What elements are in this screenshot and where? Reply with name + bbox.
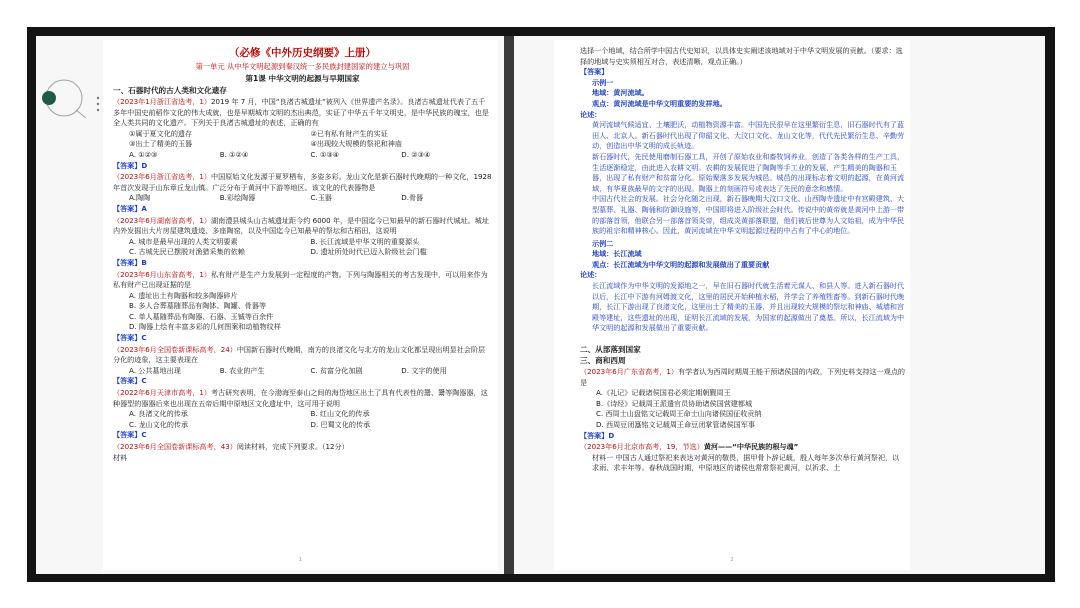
- example-region: 地域：长江流域: [592, 249, 642, 259]
- question-items: [113, 129, 492, 150]
- option-d: D.骨器: [401, 193, 424, 203]
- question-5: [113, 345, 492, 366]
- option-a: A. 公共墓地出现: [129, 365, 181, 375]
- option-a: A. 遗址出土有陶器和较多陶器碎片: [129, 290, 238, 300]
- example-view: 观点：长江流域为中华文明的起源和发展做出了重要贡献: [592, 259, 770, 269]
- question-source: （2023年1月浙江省选考，1）: [113, 97, 212, 106]
- argument-paragraph: 新石器时代，先民使用磨制石器工具，开创了原始农业和畜牧饲养业，创造了各类各样的生产工具，生活逐渐稳定，由此进入农耕文明。农耕的发展促进了陶陶等手工业的发展，产生精美的陶器和玉器，出现了私有财产和贫富分化。原始聚落多发展为城邑。城邑的出现标志着文明的起源，在黄河流域，有华夏族最早的文字的出现。陶器上的刻画符号或表达了先民的意念和感情。: [592, 151, 905, 193]
- question-text: 阅读材料，完成下列要求。（12分）: [236, 442, 349, 451]
- option-a: A. 城市是最早出现的人类文明要素: [129, 236, 238, 246]
- question-2: [113, 172, 492, 193]
- magnifier-icon[interactable]: [36, 68, 86, 118]
- option-d: D. 巴蜀文化的传承: [310, 419, 371, 429]
- statement-item: ④出现较大规模的祭祀和神庙: [310, 139, 402, 149]
- document-page-left: [103, 40, 498, 570]
- argument-paragraph: 长江流域作为中华文明的发源地之一，早在旧石器时代就生活着元谋人、和县人等。进入新石器时代以后，长江中下游有河姆渡文化，这里的居民开始种植水稻，并学会了养殖牲畜等。到新石器时代晚期，长江下游出现了良渚文化，这里出土了精美的玉器，并且出现较大规模的祭坛和神庙、城墙和宫殿等建址，这些遗址的出现，证明长江流域的发展，为国家的起源做出了奠基。所以，长江流域为中华文明的起源和发展做出了重要贡献。: [592, 281, 905, 333]
- option-b: B. 农业的产生: [219, 365, 265, 375]
- question-options: [113, 409, 492, 430]
- question-3: [113, 216, 492, 237]
- option-d: D. 遗址所处时代已迈入阶级社会门槛: [310, 247, 427, 257]
- question-text: 中国新石器时代晚期，南方的良渚文化与北方的龙山文化都呈现出明显社会阶层分化的迹象，这主要表现在: [113, 344, 486, 365]
- option-b: B. ①②④: [219, 149, 249, 159]
- answer-label: 【答案】A: [113, 203, 147, 213]
- question-text: 2019 年 7 月，中国“良渚古城遗址”被列入《世界遗产名录》。良渚古城遗址代表了五千多年中国史前稻作文化的伟大成就，也是早期城市文明的杰出典范，实证了中华五千年文明史，是中华民族的瑰宝，也是全人类共同的文化遗产。下列关于良渚古城遗址的表述，正确的有: [113, 97, 489, 128]
- question-source: （2022年6月天津市高考，1）: [113, 388, 212, 398]
- statement-item: ①属于夏文化的遗存: [129, 128, 193, 138]
- question-4: [113, 270, 492, 291]
- section-heading: 二、从部落到国家: [580, 345, 641, 355]
- argument-label: 论述：: [580, 270, 602, 280]
- option-a: A.《礼记》记载诸侯国君必须定期朝觐周王: [596, 388, 731, 398]
- question-source: （2023年6月湖南省高考，1）: [113, 215, 212, 225]
- example-view: 观点：黄河流域是中华文明重要的发祥地。: [592, 98, 727, 108]
- answer-label: 【答案】C: [113, 376, 147, 386]
- option-c: C. 贫富分化加剧: [310, 365, 363, 375]
- question-source: （2023年6月浙江省选考，1）: [113, 172, 212, 182]
- more-options-icon[interactable]: [96, 96, 100, 112]
- argument-paragraph: 中国古代社会的发展。社会分化随之出现，新石器晚期大汶口文化、山西陶寺遗址中有宫殿建筑、大型墓葬、礼器、陶俑和防御设施等，中国即将进入阶级社会时代。传说中的黄帝就是黄河中上游一带的部落首领，他联合另一部落首领炎帝，组成炎黄部落联盟，他们被后世尊为人文始祖，成为中华民族的祖宗和精神核心。因此，黄河流域在中华文明起源过程的中占有了中心的地位。: [592, 194, 905, 236]
- option-d: D. ②③④: [401, 149, 431, 159]
- answer-label: 【答案】B: [113, 257, 147, 267]
- option-d: D. 西周豆闭簋铭文记载周王命豆闭掌管诸侯国军事: [596, 420, 755, 429]
- option-d: D. 文字的使用: [401, 365, 447, 375]
- option-c: C. 单人墓随葬品有陶器、石器、玉铖等百余件: [129, 311, 274, 321]
- question-8: [580, 367, 906, 388]
- page-number: 1: [298, 557, 303, 564]
- question-text: 私有财产是生产力发展到一定程度的产物。下列与陶器相关的考古发现中，可以用来作为私有财产已出现证据的是: [113, 269, 488, 290]
- question-options: [113, 193, 492, 204]
- question-options: [113, 291, 492, 333]
- example-region: 地域：黄河流域。: [592, 88, 649, 98]
- question-text: 考古研究表明，在今渤海至泰山之间的海岱地区出土了具有代表性的鬶、鬹等陶器器，这种器型的器器后来也出现在五帝后期中原地区文化遗址中，这可用于说明: [113, 388, 488, 408]
- question-source: （2023年6月全国卷新课标高考，24）: [113, 344, 237, 354]
- question-text: 有学者认为西周时期周王能干预诸侯国的内政，下列史料支持这一观点的是: [580, 367, 906, 387]
- answer-label: 【答案】C: [113, 333, 147, 343]
- option-a: A. 良渚文化的传承: [129, 409, 188, 419]
- question-1: [113, 97, 492, 129]
- section-heading: 三、商和西周: [580, 356, 626, 366]
- option-c: C. ①③④: [310, 149, 340, 159]
- question-6: [113, 388, 492, 409]
- option-c: C. 西周士山盘铭文记载周王命士山向诸侯国征收贡纳: [596, 409, 762, 419]
- section-heading: 一、石器时代的古人类和文化遗存: [113, 86, 227, 95]
- example-label: 示例二: [592, 238, 614, 248]
- option-b: B. 红山文化的传承: [310, 409, 370, 419]
- option-b: B.彩绘陶器: [219, 193, 256, 203]
- question-source: （2023年6月山东省高考，1）: [113, 269, 212, 279]
- material-label: 材料: [113, 452, 128, 462]
- document-page-right: [554, 40, 910, 570]
- answer-label: 【答案】: [580, 67, 609, 77]
- page-number: 2: [730, 557, 734, 564]
- question-options: [113, 366, 492, 377]
- option-d: D. 陶器上绘有丰富多彩的几何图案和动植物纹样: [129, 322, 281, 332]
- answer-label: 【答案】D: [580, 430, 615, 440]
- material-text: 材料一 中国古人通过祭祀来表达对黄河的敬畏，据甲骨卜辞记载，殷人每年多次举行黄河祭祀，以求雨、求丰年等。春秋战国时期，中原地区的诸侯也常常祭祀黄河，以祈求、土: [592, 452, 900, 473]
- statement-item: ③出土了精美的玉器: [129, 139, 193, 149]
- question-source: （2023年6月全国卷新课标高考，43）: [113, 442, 237, 451]
- argument-paragraph: 黄河流域气候适宜、土壤肥沃，动植物资源丰富。中国先民很早在这里繁衍生息，旧石器时代有了蓝田人、北京人。新石器时代出现了仰韶文化、大汶口文化、龙山文化等，代代先民繁衍生息、辛勤劳动，创造出中华文明的成长轨迹。: [592, 120, 905, 151]
- option-b: B. 长江流域是中华文明的重要源头: [310, 236, 420, 246]
- question-text: 中国原始文化发源于夏罗栖布，多姿多彩。龙山文化是新石器时代晚期的一种文化，1928 年首次发现于山东章丘龙山镇。广泛分布于黄河中下游等地区。该文化的代表器物是: [113, 172, 492, 192]
- option-a: A.陶陶: [129, 193, 151, 203]
- question-text: 湖南澧县城头山古城遗址距今约 6000 年，是中国迄今已知最早的新石器时代城址。城址内外发掘出大片房屋建筑遗迹、多座陶窑，以及中国迄今已知最早的祭坛和古稻田，这说明: [113, 215, 489, 236]
- question-options: [580, 388, 906, 430]
- unit-title: 第一单元 从中华文明起源到秦汉统一多民族封建国家的建立与巩固: [195, 62, 410, 71]
- option-c: C. 古城先民已摆脱对渔猎采集的依赖: [129, 247, 245, 257]
- question-intro: 选择一个地域，结合所学中国古代史知识，以具体史实阐述该地域对于中华文明发展的贡献。（要求：选择的地域与史实须相互对合，表述清晰，观点正确。）: [580, 46, 903, 66]
- option-b: B. 多人合葬墓随葬品有陶钵、陶罐、骨器等: [129, 301, 267, 311]
- answer-label: 【答案】D: [113, 160, 148, 170]
- question-options: [113, 150, 492, 161]
- argument-label: 论述：: [580, 109, 602, 119]
- lesson-title: 第1课 中华文明的起源与早期国家: [245, 74, 360, 83]
- answer-label: 【答案】C: [113, 430, 147, 440]
- question-options: [113, 237, 492, 258]
- question-title: 黄河——“中华民族的根与魂”: [703, 442, 799, 452]
- option-c: C. 龙山文化的传承: [129, 419, 189, 429]
- question-source: （2023年6月北京市高考，19，节选）: [580, 442, 704, 452]
- statement-item: ②已有私有财产生的实证: [310, 128, 388, 138]
- option-a: A. ①②③: [129, 149, 158, 159]
- option-b: B.《诗经》记载周王派遣官员协助诸侯国营建都城: [596, 398, 753, 408]
- document-title: （必修《中外历史纲要》上册）: [229, 47, 376, 59]
- question-source: （2023年6月广东省高考，1）: [580, 367, 679, 377]
- question-7: [113, 442, 492, 453]
- page-divider: [504, 36, 514, 574]
- question-9: [580, 442, 906, 453]
- example-label: 示例一: [592, 77, 614, 87]
- option-c: C.玉器: [310, 193, 332, 203]
